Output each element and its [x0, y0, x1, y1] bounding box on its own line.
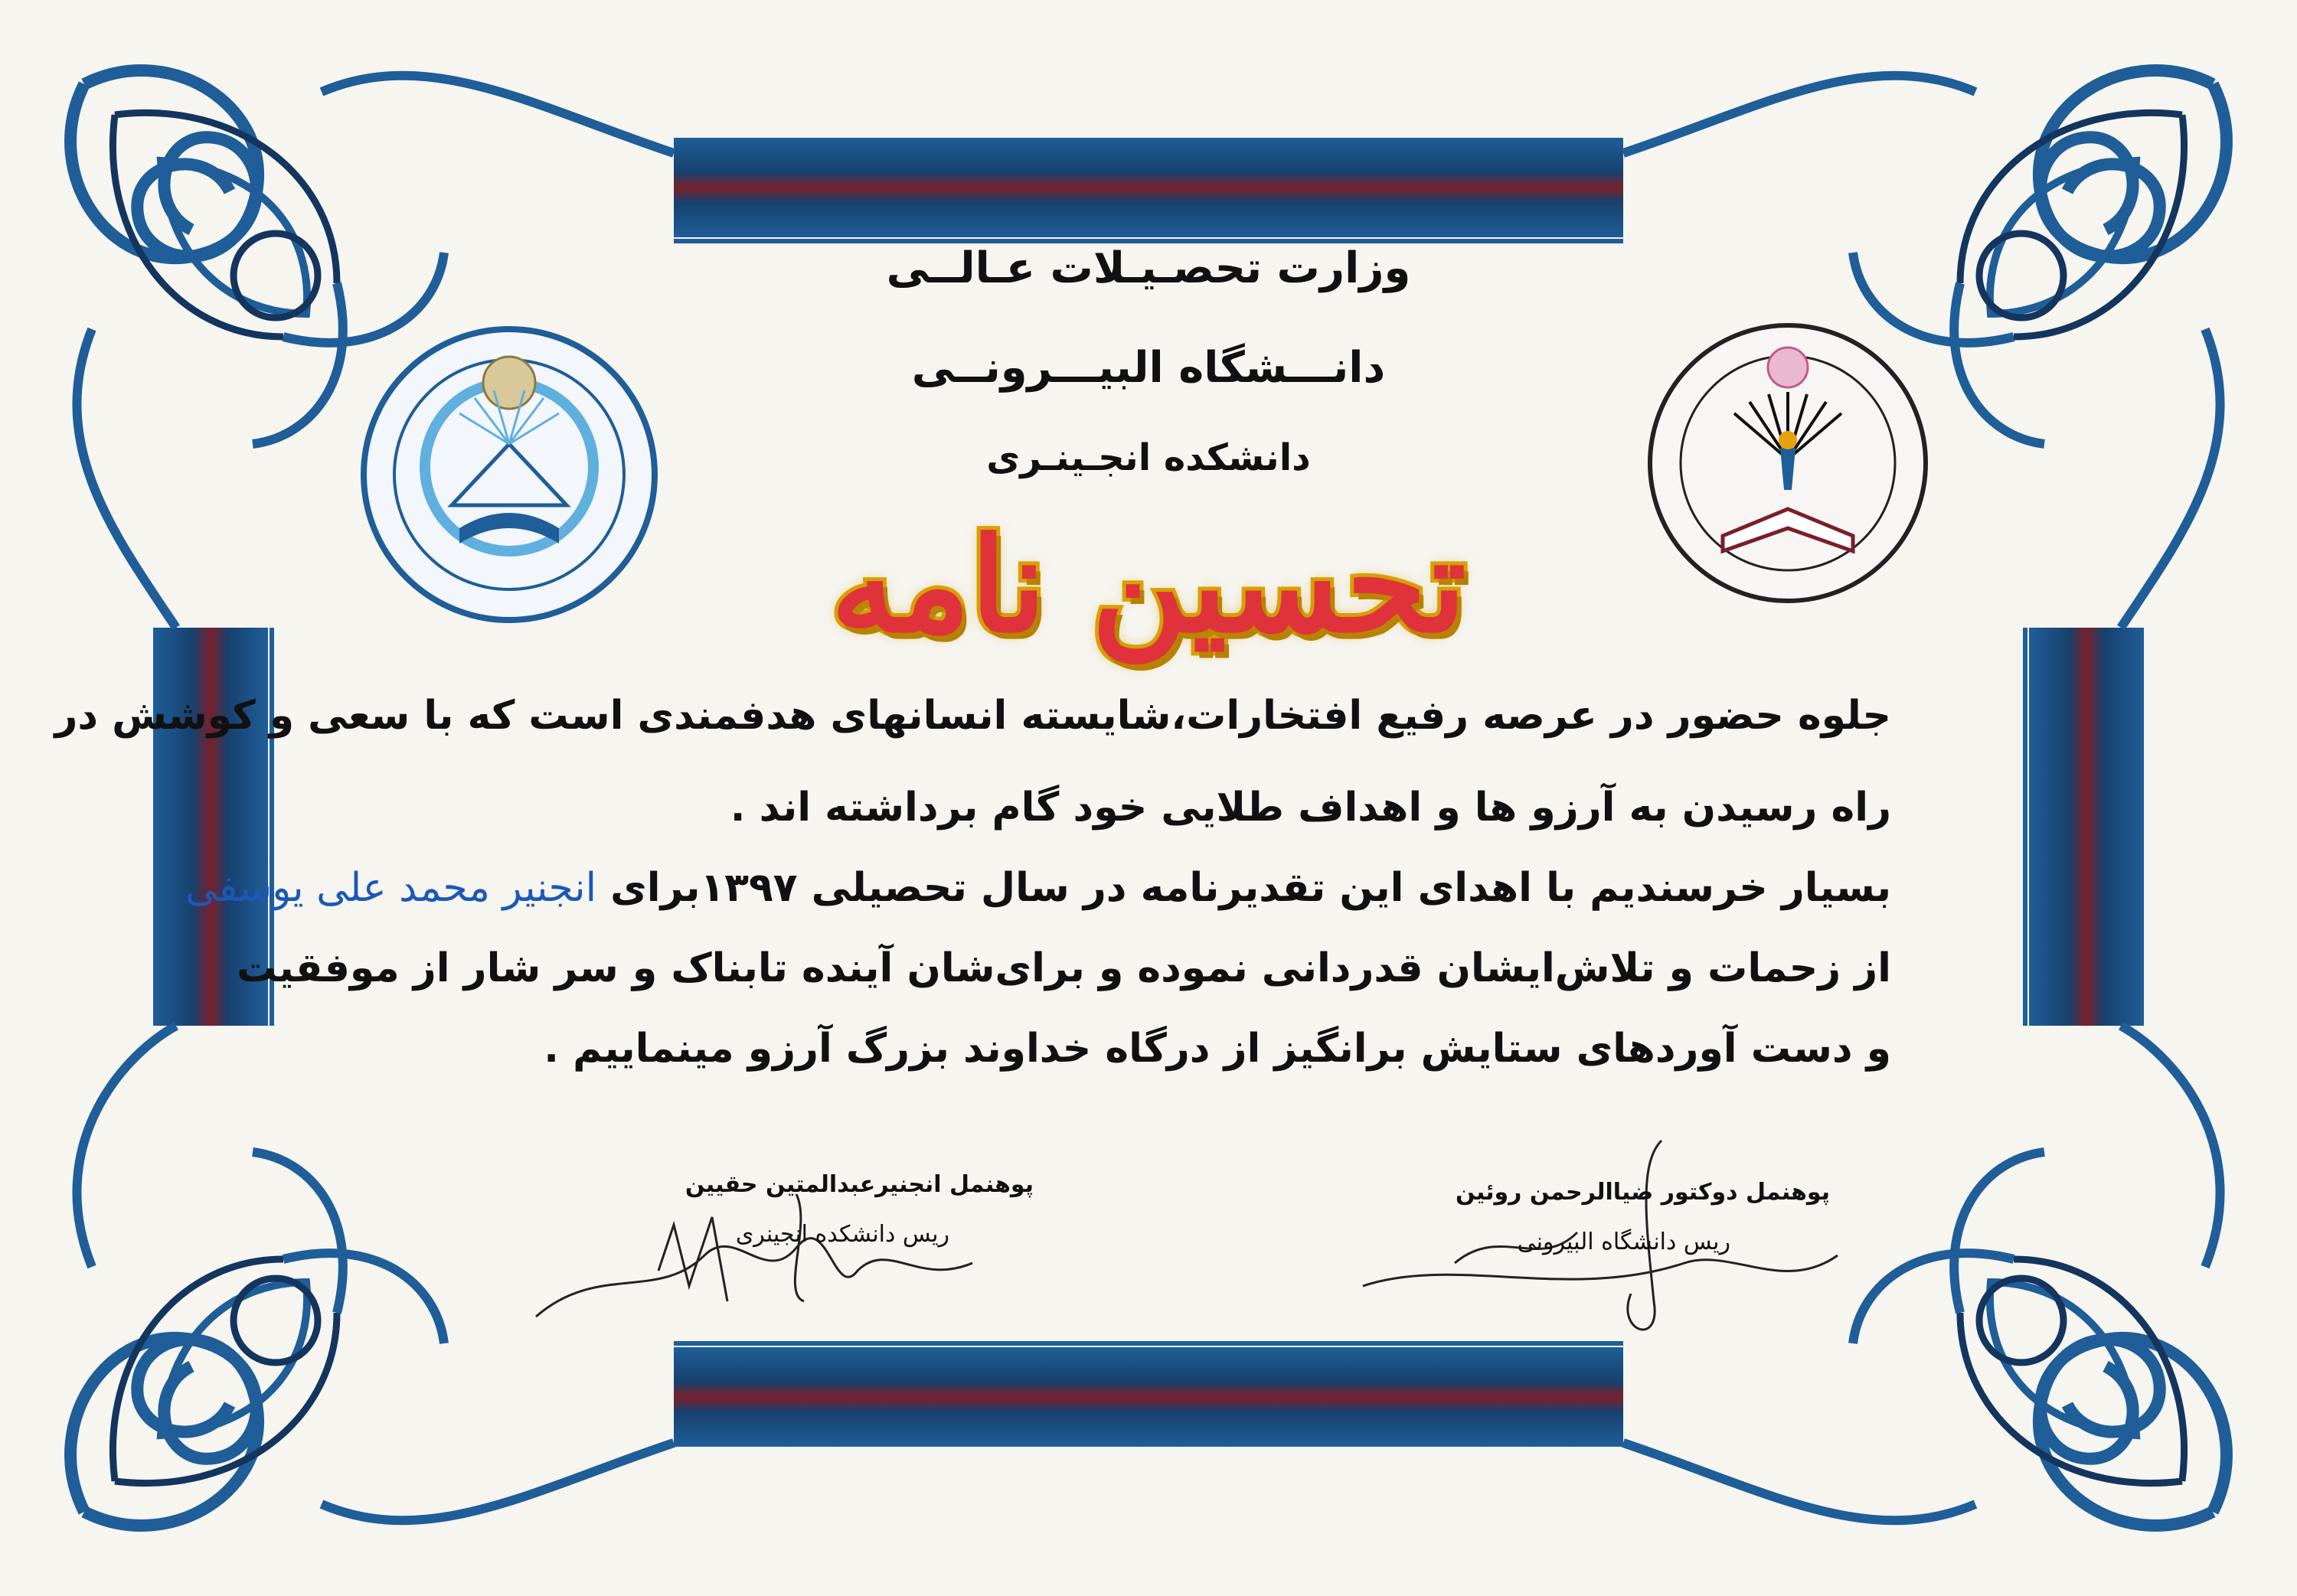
corner-ornament-bottom-left — [70, 1152, 444, 1526]
signature-left-name: پوهنمل انجنیرعبدالمتین حقیین — [685, 1171, 1034, 1198]
body-line-5: و دست آوردهای ستایش برانگیز از درگاه خداوند بزرگ آرزو مینماییم . — [544, 1026, 1891, 1072]
body-line-1: جلوه حضور در عرصه رفیع افتخارات،شایسته انسانهای هدفمندی است که با سعی و کوشش در — [54, 693, 1891, 739]
university-heading: دانـــشگاه البیـــرونــی — [911, 343, 1386, 393]
faculty-heading: دانشکده انجـینـری — [986, 436, 1311, 479]
body-line-2: راه رسیدن به آرزو ها و اهداف طلایی خود گام برداشته اند . — [730, 785, 1891, 831]
signature-right-name: پوهنمل دوکتور ضیاالرحمن روئین — [1455, 1179, 1830, 1206]
ministry-heading: وزارت تحصـیـلات عـالــی — [886, 243, 1411, 293]
frame-band-bottom — [674, 1347, 1623, 1447]
recipient-name: انجنیر محمد علی یوسفی — [185, 865, 597, 911]
frame-band-right — [2029, 628, 2144, 1026]
body-line-4: از زحمات و تلاش‌ایشان قدردانی نموده و برای‌شان آینده تابناک و سر شار از موفقیت — [237, 945, 1891, 991]
signature-left-title: ریس دانشکده انجینری — [735, 1221, 949, 1248]
certificate-title: تحسین نامه — [831, 509, 1466, 662]
frame-band-top — [674, 138, 1623, 237]
signature-left — [536, 1194, 972, 1317]
body-line-3 — [185, 865, 1891, 911]
signature-right-title: ریس دانشگاه البیرونی — [1517, 1229, 1730, 1255]
body-line-3-prefix: بسیار خرسندیم با اهدای این تقدیرنامه در سال تحصیلی ۱۳۹۷برای — [596, 865, 1891, 911]
corner-ornament-bottom-right — [1853, 1152, 2227, 1526]
